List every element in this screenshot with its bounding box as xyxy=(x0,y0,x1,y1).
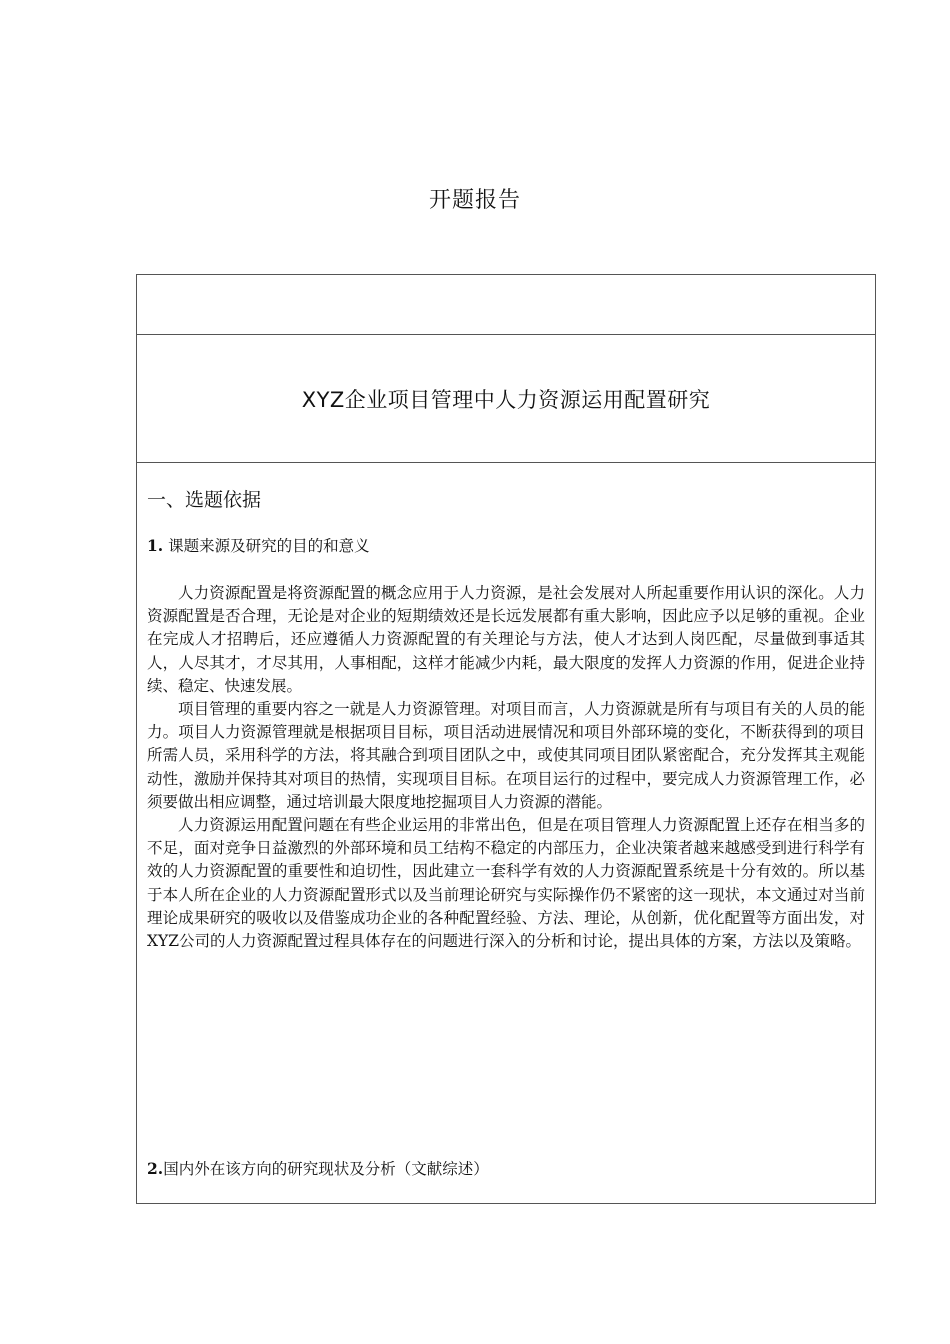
subsection-number-1: 1. xyxy=(147,536,164,555)
body-paragraphs xyxy=(147,582,865,953)
topic-title-row xyxy=(137,335,875,463)
subsection-text-1: 课题来源及研究的目的和意义 xyxy=(163,537,370,555)
subsection-text-2: 国内外在该方向的研究现状及分析（文献综述） xyxy=(163,1160,489,1178)
body-paragraph: 人力资源配置是将资源配置的概念应用于人力资源，是社会发展对人所起重要作用认识的深化。人力资源配置是否合理，无论是对企业的短期绩效还是长远发展都有重大影响，因此应予以足够的重视。企业在完成人才招聘后，还应遵循人力资源配置的有关理论与方法，使人才达到人岗匹配，尽量做到事适其人，人尽其才，才尽其用，人事相配，这样才能减少内耗，最大限度的发挥人力资源的作用，促进企业持续、稳定、快速发展。 xyxy=(147,584,865,695)
subsection-heading-2 xyxy=(147,1157,489,1179)
body-paragraph: 人力资源运用配置问题在有些企业运用的非常出色，但是在项目管理人力资源配置上还存在相当多的不足，面对竞争日益激烈的外部环境和员工结构不稳定的内部压力，企业决策者越来越感受到进行科学有效的人力资源配置的重要性和迫切性，因此建立一套科学有效的人力资源配置系统是十分有效的。所以基于本人所在企业的人力资源配置形式以及当前理论研究与实际操作仍不紧密的这一现状，本文通过对当前理论成果研究的吸收以及借鉴成功企业的各种配置经验、方法、理论，从创新，优化配置等方面出发，对XYZ公司的人力资源配置过程具体存在的问题进行深入的分析和讨论，提出具体的方案，方法以及策略。 xyxy=(147,816,865,951)
empty-header-row xyxy=(137,275,875,335)
content-cell xyxy=(137,485,875,953)
section-heading: 一、选题依据 xyxy=(147,489,262,511)
subsection-number-2: 2. xyxy=(147,1159,164,1178)
proposal-table xyxy=(136,274,876,1204)
document-title: 开题报告 xyxy=(428,188,521,213)
topic-title: XYZ企业项目管理中人力资源运用配置研究 xyxy=(301,387,711,412)
body-paragraph: 项目管理的重要内容之一就是人力资源管理。对项目而言，人力资源就是所有与项目有关的人员的能力。项目人力资源管理就是根据项目目标，项目活动进展情况和项目外部环境的变化，不断获得到的项目所需人员，采用科学的方法，将其融合到项目团队之中，或使其同项目团队紧密配合，充分发挥其主观能动性，激励并保持其对项目的热情，实现项目目标。在项目运行的过程中，要完成人力资源管理工作，必须要做出相应调整，通过培训最大限度地挖掘项目人力资源的潜能。 xyxy=(147,700,865,811)
subsection-heading-1 xyxy=(147,534,865,556)
